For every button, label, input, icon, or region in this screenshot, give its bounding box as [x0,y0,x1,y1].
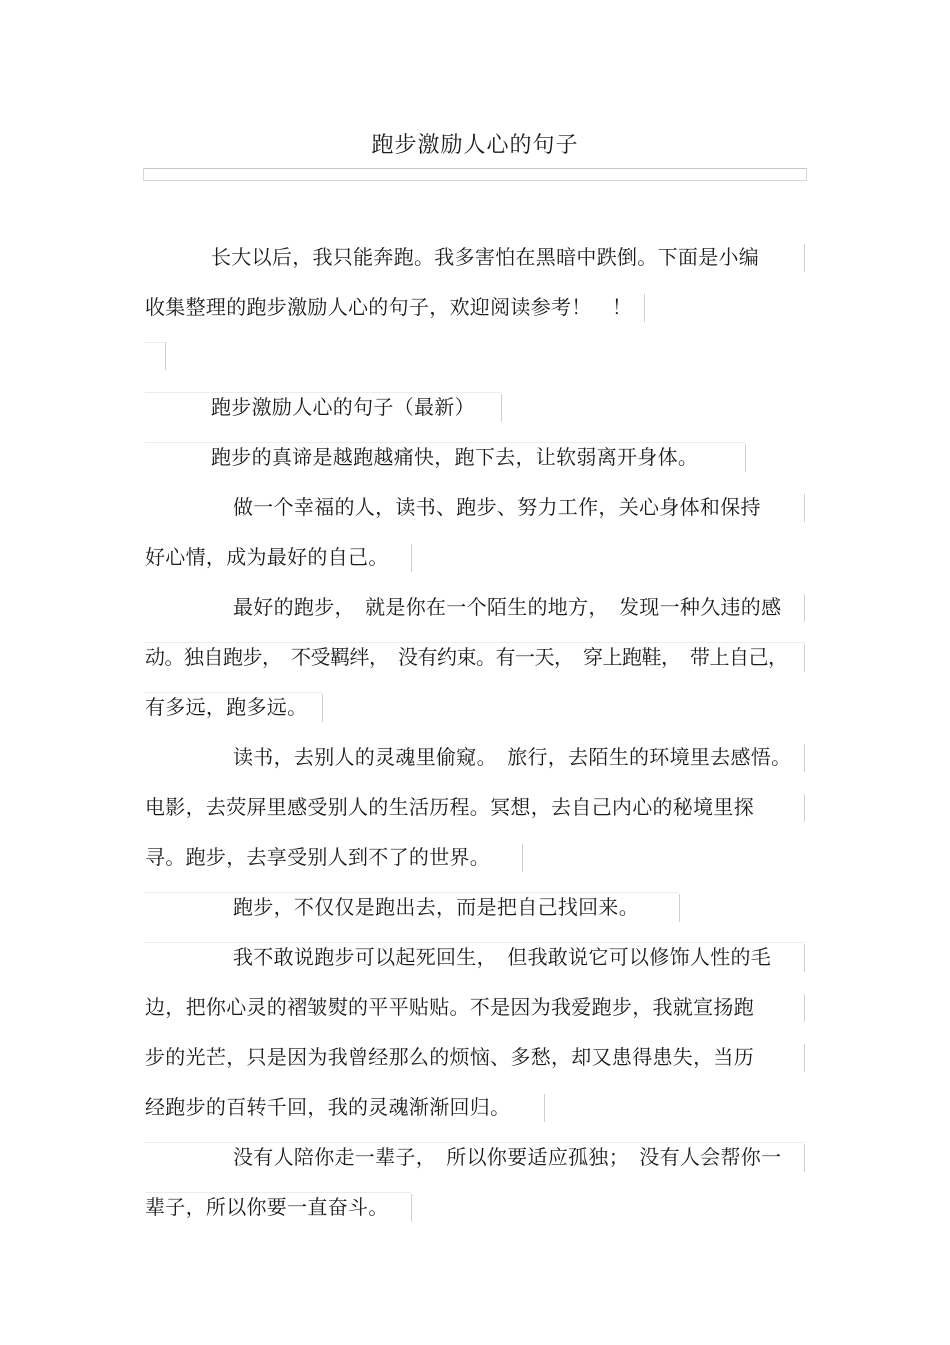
line-end-marker [804,1044,805,1072]
line-end-marker [322,694,323,722]
line-end-marker [804,744,805,772]
paragraph-line: 没有人陪你走一辈子， 所以你要适应孤独； 没有人会帮你一 [233,1145,782,1169]
line-end-marker [644,294,645,322]
paragraph-line: 动。独自跑步， 不受羁绊， 没有约束。有一天， 穿上跑鞋， 带上自己， [145,645,788,669]
paragraph-line: 长大以后，我只能奔跑。我多害怕在黑暗中跌倒。下面是小编 [211,245,760,269]
line-end-marker [804,244,805,272]
paragraph-line: 电影，去荧屏里感受别人的生活历程。冥想，去自己内心的秘境里探 [145,795,754,819]
line-end-marker [165,342,166,370]
paragraph-line: 寻。跑步，去享受别人到不了的世界。 [145,845,491,869]
paragraph-line: 边，把你心灵的褶皱熨的平平贴贴。不是因为我爱跑步，我就宣扬跑 [145,995,754,1019]
paragraph-line: 读书，去别人的灵魂里偷窥。 旅行，去陌生的环境里去感悟。 [233,745,792,769]
paragraph-line: 跑步的真谛是越跑越痛快，跑下去，让软弱离开身体。 [211,445,699,469]
paragraph-line: 我不敢说跑步可以起死回生， 但我敢说它可以修饰人性的毛 [233,945,772,969]
title-underline [143,168,807,181]
line-end-marker [501,394,502,422]
line-end-marker [544,1094,545,1122]
line-end-marker [804,994,805,1022]
line-end-marker [745,444,746,472]
document-title: 跑步激励人心的句子 [371,133,579,158]
line-end-marker [804,944,805,972]
paragraph-line: 收集整理的跑步激励人心的句子，欢迎阅读参考！ ！ [145,295,633,319]
line-end-marker [411,544,412,572]
line-end-marker [804,594,805,622]
paragraph-line: 有多远，跑多远。 [145,695,308,719]
paragraph-line: 经跑步的百转千回，我的灵魂渐渐回归。 [145,1095,511,1119]
line-end-marker [804,794,805,822]
paragraph-line: 好心情，成为最好的自己。 [145,545,389,569]
paragraph-line: 步的光芒，只是因为我曾经那么的烦恼、多愁，却又患得患失，当历 [145,1045,754,1069]
line-end-marker [411,1194,412,1222]
line-end-marker [679,894,680,922]
paragraph-line: 最好的跑步， 就是你在一个陌生的地方， 发现一种久违的感 [233,595,782,619]
empty-line-marker [145,342,165,343]
line-end-marker [804,1144,805,1172]
paragraph-line: 辈子，所以你要一直奋斗。 [145,1195,389,1219]
paragraph-line: 跑步，不仅仅是跑出去，而是把自己找回来。 [233,895,639,919]
line-end-marker [522,844,523,872]
line-end-marker [804,494,805,522]
line-end-marker [804,644,805,672]
paragraph-line: 做一个幸福的人，读书、跑步、努力工作，关心身体和保持 [233,495,761,519]
section-heading: 跑步激励人心的句子（最新） [211,395,475,419]
